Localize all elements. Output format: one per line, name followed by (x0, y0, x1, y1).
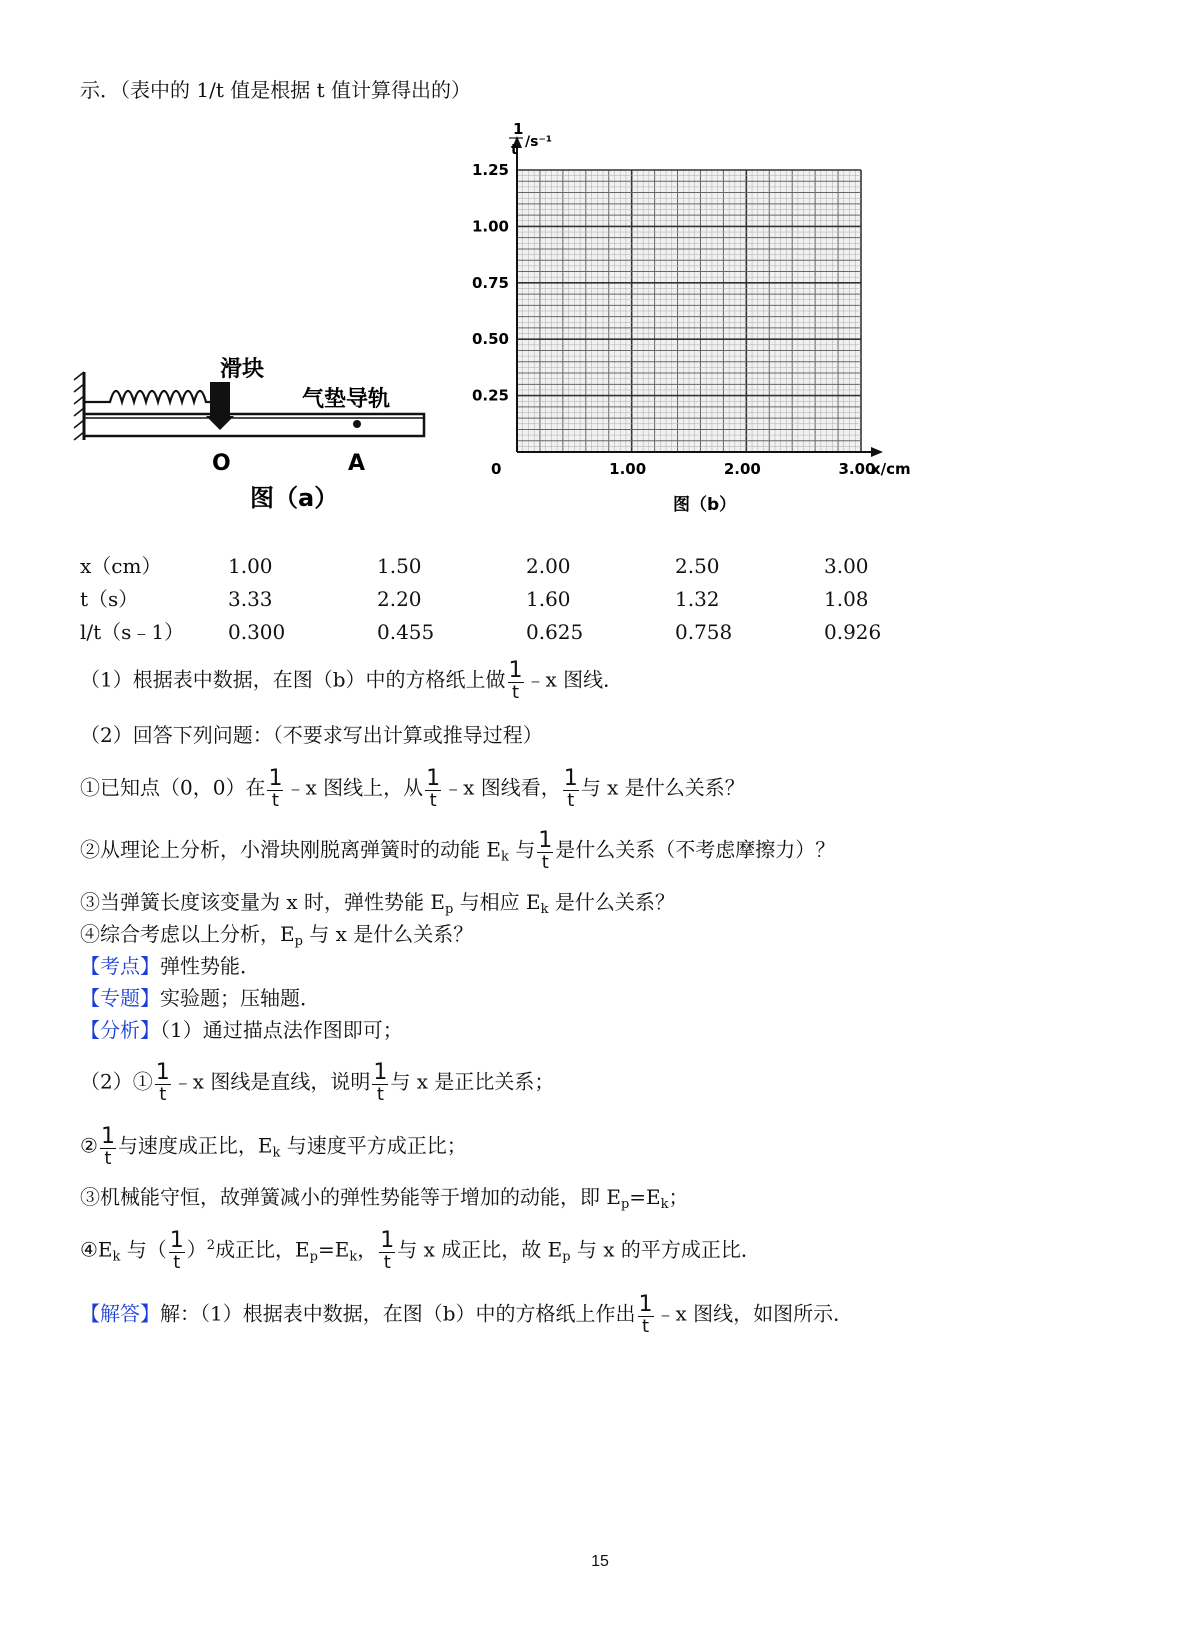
fenxi-line: 【分析】（1）通过描点法作图即可； (80, 1018, 403, 1042)
question-2-2: ②从理论上分析，小滑块刚脱离弹簧时的动能 $E_k$ 与 $\frac{1}{t}$ 是什么关系（不考虑摩擦力）？ (80, 828, 836, 873)
fraction-one-over-t: $\frac{1}{t}$ (373, 1060, 388, 1105)
fraction-one-over-t: $\frac{1}{t}$ (538, 828, 553, 873)
y-tick-label: 0.75 (471, 273, 509, 292)
y-tick-label: 1.25 (471, 161, 509, 179)
analysis-2-4: $④E_k$ 与（ $\frac{1}{t}$ ）$^2$成正比，$E_p=E_k$， $\frac{1}{t}$ 与 x 成正比，故 $E_p$ 与 x 的平方成正比． (80, 1228, 761, 1273)
table-cell: 3.33 (228, 587, 273, 611)
analysis-2-3: ③机械能守恒，故弹簧减小的弹性势能等于增加的动能，即 $E_p=E_k$； (80, 1185, 689, 1212)
fraction-one-over-t: $\frac{1}{t}$ (268, 766, 283, 811)
figure-a-caption: 图（a） (250, 484, 339, 512)
table-row-label: x（cm） (80, 554, 162, 578)
table-cell: 1.60 (526, 587, 571, 611)
table-row-label: l/t（s﹣1） (80, 620, 185, 644)
page-number: 15 (591, 1553, 609, 1570)
fraction-one-over-t: $\frac{1}{t}$ (563, 766, 578, 811)
figure-b-chart (455, 118, 915, 538)
fraction-one-over-t: $\frac{1}{t}$ (638, 1292, 653, 1337)
table-cell: 0.758 (675, 620, 733, 644)
point-o-dot (217, 419, 224, 426)
question-1: （1）根据表中数据，在图（b）中的方格纸上做 $\frac{1}{t}$ ﹣x 图线． (80, 658, 624, 703)
chart-grid (517, 170, 861, 452)
y-axis-title-den: t (511, 142, 518, 158)
spring-icon (84, 391, 210, 402)
table-cell: 2.00 (526, 554, 571, 578)
table-cell: 0.300 (228, 620, 286, 644)
track-label: 气垫导轨 (302, 387, 391, 412)
analysis-2-1: （2）① $\frac{1}{t}$ ﹣x 图线是直线，说明 $\frac{1}{t}$ 与 x 是正比关系； (80, 1060, 555, 1105)
point-o-label: O (212, 451, 231, 476)
y-axis-unit: /s⁻¹ (525, 134, 552, 150)
figure-a (70, 340, 440, 520)
table-cell: 1.00 (228, 554, 273, 578)
wall-icon (74, 372, 84, 440)
y-tick-label: 1.00 (471, 217, 509, 236)
point-a-dot (353, 420, 361, 428)
question-2-3: ③当弹簧长度该变量为 x 时，弹性势能 $E_p$ 与相应 $E_k$ 是什么关系？ (80, 890, 675, 917)
question-2: （2）回答下列问题：（不要求写出计算或推导过程） (80, 723, 543, 747)
x-tick-label: 3.00 (838, 460, 876, 478)
table-cell: 0.926 (824, 620, 882, 644)
intro-line: 示．（表中的 1/t 值是根据 t 值计算得出的） (80, 78, 471, 102)
fraction-one-over-t: $\frac{1}{t}$ (426, 766, 441, 811)
kaodian-line: 【考点】弹性势能． (80, 954, 260, 978)
table-cell: 0.625 (526, 620, 584, 644)
table-cell: 1.32 (675, 587, 720, 611)
figure-b-caption: 图（b） (673, 495, 737, 515)
zhuanti-line: 【专题】实验题；压轴题． (80, 986, 320, 1010)
slider-label: 滑块 (220, 357, 265, 382)
y-axis-title-num: 1 (513, 120, 524, 138)
x-axis-title: x/cm (871, 460, 911, 478)
zhuanti-tag: 【专题】 (80, 986, 160, 1010)
table-cell: 2.20 (377, 587, 422, 611)
analysis-2-2: ② $\frac{1}{t}$ 与速度成正比，$E_k$ 与速度平方成正比； (80, 1124, 467, 1169)
fraction-one-over-t: $\frac{1}{t}$ (100, 1124, 115, 1169)
table-cell: 3.00 (824, 554, 869, 578)
y-tick-label: 0.50 (471, 330, 509, 349)
x-tick-label: 1.00 (609, 460, 647, 478)
table-cell: 1.08 (824, 587, 869, 611)
question-2-1: ①已知点（0，0）在 $\frac{1}{t}$ ﹣x 图线上，从 $\frac{1}{t}$ ﹣x 图线看， $\frac{1}{t}$ 与 x 是什么关系？ (80, 766, 745, 811)
question-2-4: ④综合考虑以上分析，$E_p$ 与 x 是什么关系？ (80, 922, 474, 949)
table-cell: 1.50 (377, 554, 422, 578)
jieda-tag: 【解答】 (80, 1301, 160, 1326)
fraction-one-over-t: $\frac{1}{t}$ (155, 1060, 170, 1105)
table-cell: 0.455 (377, 620, 435, 644)
fraction-one-over-t: $\frac{1}{t}$ (380, 1228, 395, 1273)
table-row-label: t（s） (80, 587, 139, 611)
x-tick-label: 0 (491, 460, 502, 478)
jieda-line: 【解答】解：（1）根据表中数据，在图（b）中的方格纸上作出 $\frac{1}{t}$ ﹣x 图线，如图所示． (80, 1292, 854, 1337)
fraction-one-over-t: $\frac{1}{t}$ (508, 658, 523, 703)
y-tick-label: 0.25 (471, 386, 509, 405)
x-tick-label: 2.00 (723, 460, 761, 478)
fraction-one-over-t: $\frac{1}{t}$ (169, 1228, 184, 1273)
fenxi-tag: 【分析】 (80, 1018, 160, 1042)
slider-block-icon (210, 382, 230, 416)
table-cell: 2.50 (675, 554, 720, 578)
point-a-label: A (348, 451, 366, 476)
kaodian-tag: 【考点】 (80, 954, 160, 978)
